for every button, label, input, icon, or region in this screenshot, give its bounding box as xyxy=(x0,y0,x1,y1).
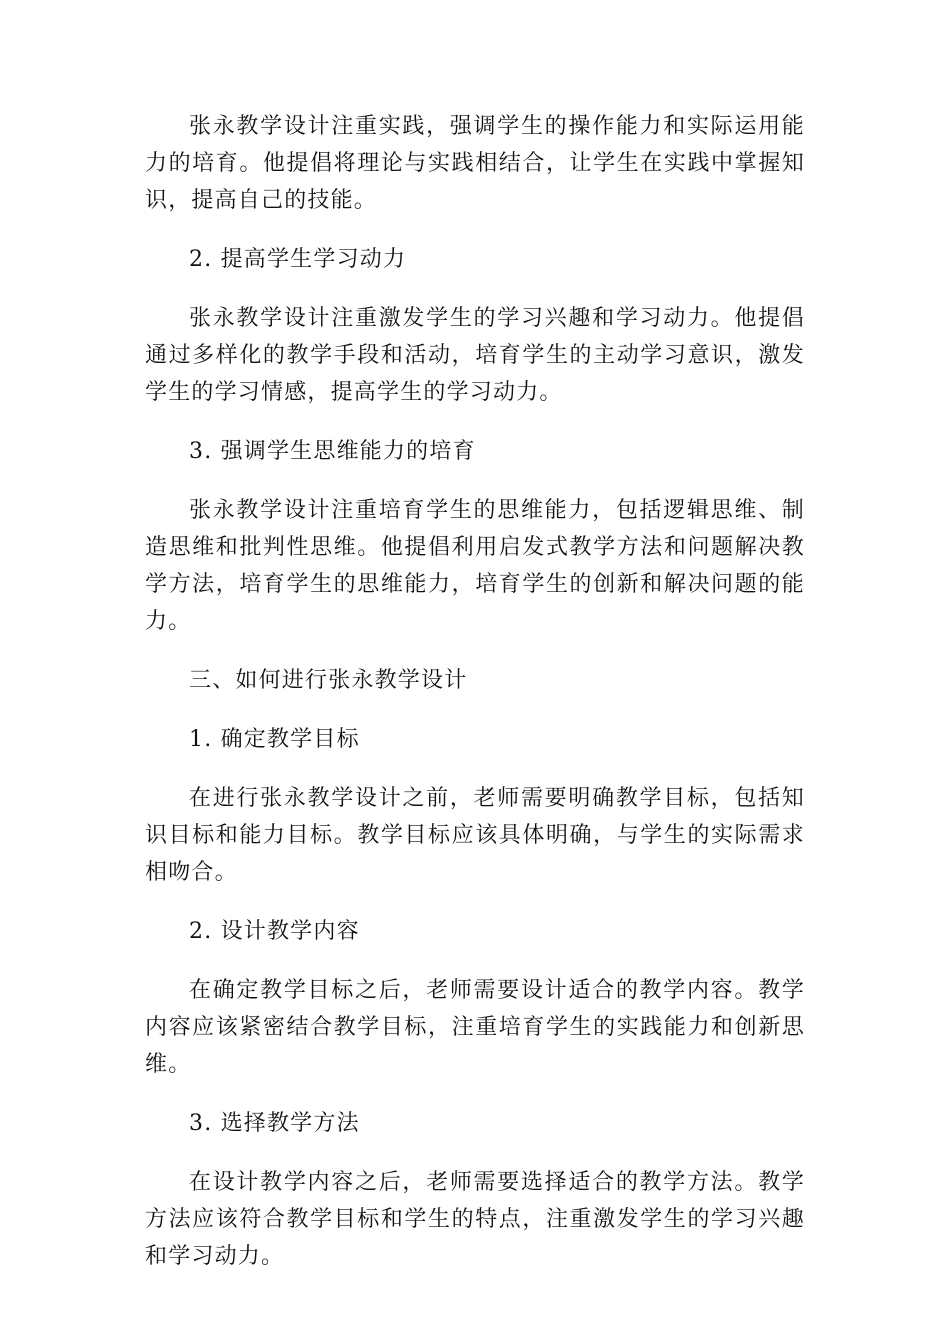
paragraph-methods: 在设计教学内容之后，老师需要选择适合的教学方法。教学方法应该符合教学目标和学生的特点，注重激发学生的学习兴趣和学习动力。 xyxy=(145,1170,805,1269)
heading-thinking: 3. 强调学生思维能力的培育 xyxy=(189,439,476,464)
heading-methods: 3. 选择教学方法 xyxy=(189,1111,360,1136)
paragraph-content: 在确定教学目标之后，老师需要设计适合的教学内容。教学内容应该紧密结合教学目标，注重培育学生的实践能力和创新思维。 xyxy=(145,978,805,1077)
paragraph-practice: 张永教学设计注重实践，强调学生的操作能力和实际运用能力的培育。他提倡将理论与实践相结合，让学生在实践中掌握知识，提高自己的技能。 xyxy=(145,114,805,213)
paragraph-goals: 在进行张永教学设计之前，老师需要明确教学目标，包括知识目标和能力目标。教学目标应该具体明确，与学生的实际需求相吻合。 xyxy=(145,786,805,885)
paragraph-thinking: 张永教学设计注重培育学生的思维能力，包括逻辑思维、制造思维和批判性思维。他提倡利用启发式教学方法和问题解决教学方法，培育学生的思维能力，培育学生的创新和解决问题的能力。 xyxy=(145,498,805,634)
paragraph-motivation: 张永教学设计注重激发学生的学习兴趣和学习动力。他提倡通过多样化的教学手段和活动，培育学生的主动学习意识，激发学生的学习情感，提高学生的学习动力。 xyxy=(145,306,805,405)
heading-content: 2. 设计教学内容 xyxy=(189,919,360,944)
section-heading-how-to: 三、如何进行张永教学设计 xyxy=(189,668,468,693)
heading-motivation: 2. 提高学生学习动力 xyxy=(189,247,407,272)
document-body xyxy=(145,108,805,1297)
heading-goals: 1. 确定教学目标 xyxy=(189,727,360,752)
